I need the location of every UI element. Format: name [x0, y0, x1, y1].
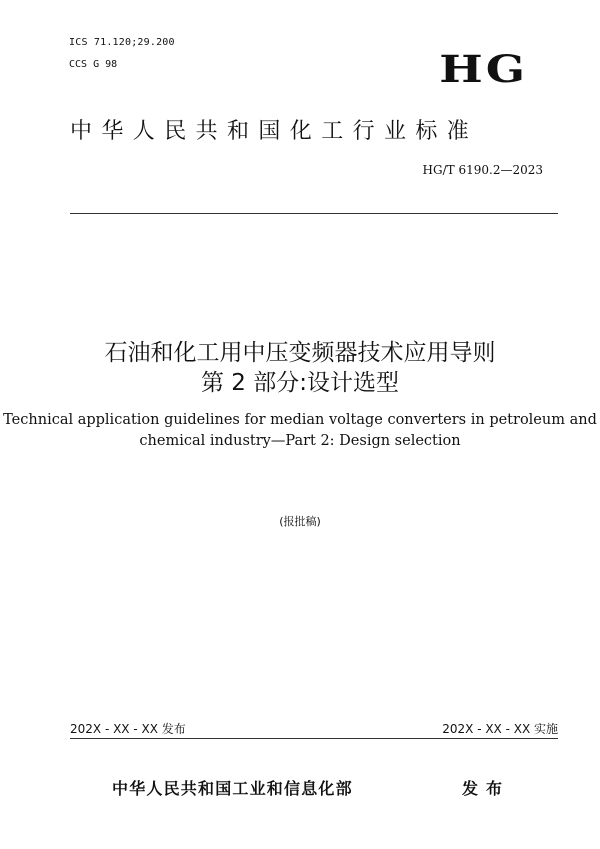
issue-label: 发布: [462, 779, 511, 798]
header-divider: [70, 213, 558, 214]
english-title-line-1: Technical application guidelines for median voltage converters in petroleum and: [3, 412, 597, 428]
release-date: 202X - XX - XX 发布: [70, 722, 186, 736]
ics-code: ICS 71.120;29.200: [69, 37, 175, 48]
chinese-title-line-2: 第 2 部分:设计选型: [200, 370, 399, 396]
draft-status: (报批稿): [279, 515, 321, 528]
standard-category-title: 中华人民共和国化工行业标准: [70, 119, 479, 144]
ccs-code: CCS G 98: [69, 59, 118, 70]
publisher-name: 中华人民共和国工业和信息化部: [112, 779, 353, 798]
chinese-title-line-1: 石油和化工用中压变频器技术应用导则: [104, 340, 496, 366]
implementation-date: 202X - XX - XX 实施: [442, 722, 558, 736]
standard-number: HG/T 6190.2—2023: [422, 163, 543, 177]
hg-logo: HG: [439, 46, 528, 91]
footer-divider: [70, 738, 558, 739]
english-title-line-2: chemical industry—Part 2: Design selection: [139, 433, 461, 449]
